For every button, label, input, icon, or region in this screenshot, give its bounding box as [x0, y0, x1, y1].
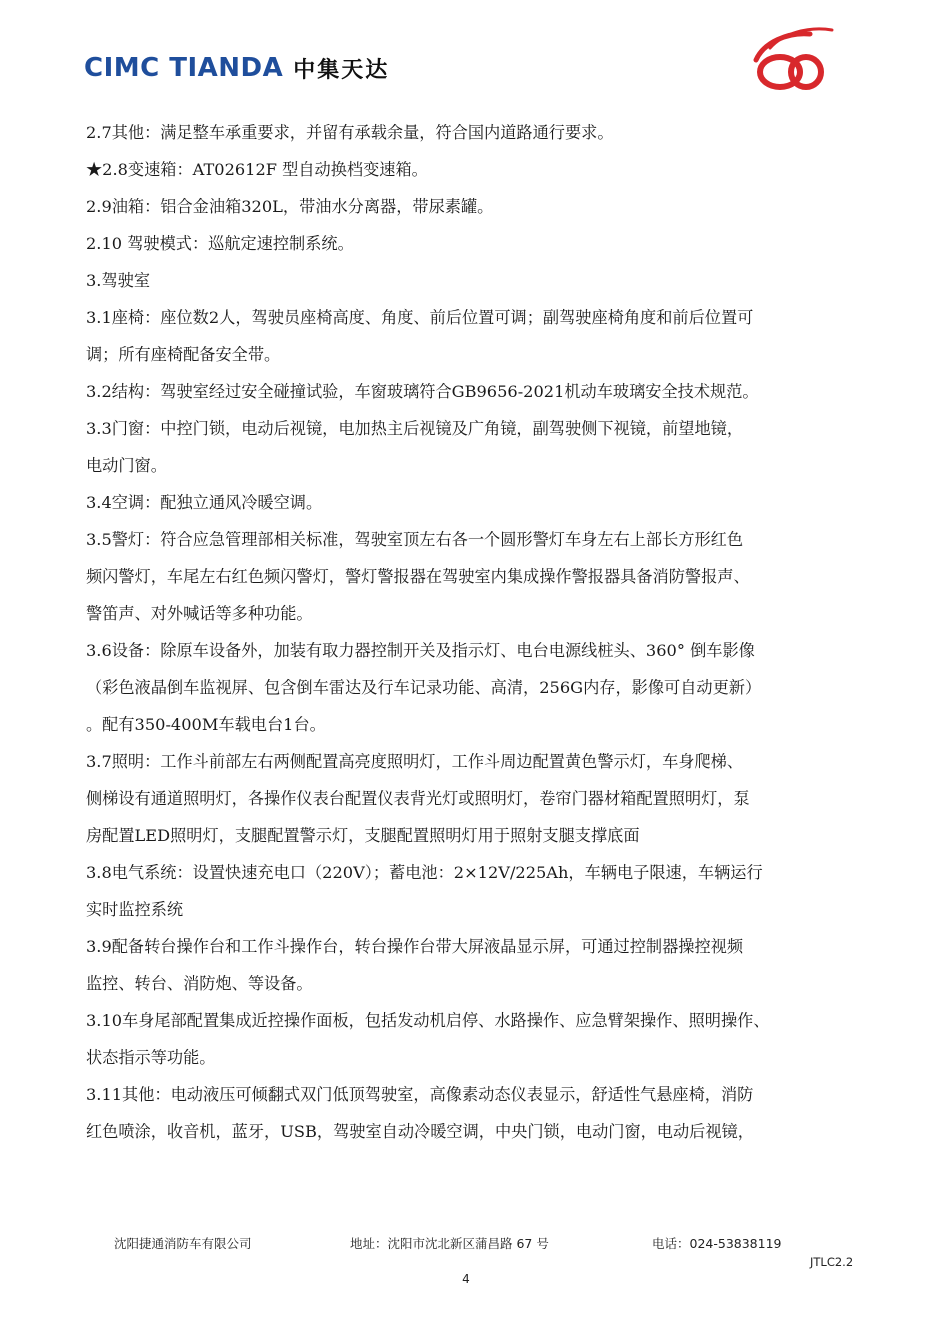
text-line: 3.3门窗：中控门锁，电动后视镜，电加热主后视镜及广角镜，副驾驶侧下视镜，前望地镜， — [86, 419, 744, 438]
text-line: 3.7照明：工作斗前部左右两侧配置高亮度照明灯，工作斗周边配置黄色警示灯，车身爬梯、 — [86, 752, 744, 771]
text-line: 警笛声、对外喊话等多种功能。 — [86, 604, 313, 623]
brand-logo — [84, 52, 389, 84]
text-line: 电动门窗。 — [86, 456, 167, 475]
text-line: 3.2结构：驾驶室经过安全碰撞试验，车窗玻璃符合GB9656-2021机动车玻璃安全技术规范。 — [86, 382, 759, 401]
brand-name-cn: 中集天达 — [293, 57, 390, 83]
page-header — [0, 0, 945, 110]
text-line: 3.10车身尾部配置集成近控操作面板，包括发动机启停、水路操作、应急臂架操作、照明操作、 — [86, 1011, 770, 1030]
footer-phone: 电话：024-53838119 — [652, 1236, 782, 1251]
text-line: 房配置LED照明灯，支腿配置警示灯，支腿配置照明灯用于照射支腿支撑底面 — [86, 826, 640, 845]
text-line: 3.6设备：除原车设备外，加装有取力器控制开关及指示灯、电台电源线桩头、360° 倒车影像 — [86, 641, 755, 660]
text-line: 实时监控系统 — [86, 900, 184, 919]
cimc-emblem-icon — [748, 26, 834, 94]
text-line: 侧梯设有通道照明灯，各操作仪表台配置仪表背光灯或照明灯，卷帘门器材箱配置照明灯，泵 — [86, 789, 750, 808]
footer-company: 沈阳捷通消防车有限公司 — [114, 1236, 252, 1251]
text-line: 监控、转台、消防炮、等设备。 — [86, 974, 313, 993]
page-number: 4 — [462, 1272, 470, 1286]
text-line: 2.10 驾驶模式：巡航定速控制系统。 — [86, 234, 354, 253]
text-line: 2.7其他：满足整车承重要求，并留有承载余量，符合国内道路通行要求。 — [86, 123, 614, 142]
text-line: ★2.8变速箱：AT02612F 型自动换档变速箱。 — [86, 160, 428, 179]
footer-address: 地址：沈阳市沈北新区蒲昌路 67 号 — [350, 1236, 549, 1251]
text-line: 状态指示等功能。 — [86, 1048, 216, 1067]
text-line: 3.11其他：电动液压可倾翻式双门低顶驾驶室，高像素动态仪表显示，舒适性气悬座椅，消防 — [86, 1085, 754, 1104]
text-line: （彩色液晶倒车监视屏、包含倒车雷达及行车记录功能、高清，256G内存，影像可自动更新） — [86, 678, 762, 697]
text-line: 3.4空调：配独立通风冷暖空调。 — [86, 493, 323, 512]
text-line: 3.1座椅：座位数2人，驾驶员座椅高度、角度、前后位置可调；副驾驶座椅角度和前后位置可 — [86, 308, 754, 327]
text-line: 3.9配备转台操作台和工作斗操作台，转台操作台带大屏液晶显示屏，可通过控制器操控视频 — [86, 937, 744, 956]
text-line: 。配有350-400M车载电台1台。 — [86, 715, 326, 734]
text-line: 3.驾驶室 — [86, 271, 151, 290]
text-line: 3.5警灯：符合应急管理部相关标准，驾驶室顶左右各一个圆形警灯车身左右上部长方形红色 — [86, 530, 744, 549]
footer-doc-code: JTLC2.2 — [810, 1255, 854, 1269]
text-line: 调；所有座椅配备安全带。 — [86, 345, 281, 364]
text-line: 3.8电气系统：设置快速充电口（220V）；蓄电池：2×12V/225Ah，车辆电子限速，车辆运行 — [86, 863, 763, 882]
brand-name-en: CIMC TIANDA — [84, 53, 284, 83]
text-line: 红色喷涂，收音机，蓝牙，USB，驾驶室自动冷暖空调，中央门锁，电动门窗，电动后视镜， — [86, 1122, 754, 1141]
text-line: 频闪警灯，车尾左右红色频闪警灯，警灯警报器在驾驶室内集成操作警报器具备消防警报声、 — [86, 567, 750, 586]
text-line: 2.9油箱：铝合金油箱320L，带油水分离器，带尿素罐。 — [86, 197, 494, 216]
document-body — [86, 114, 876, 1150]
